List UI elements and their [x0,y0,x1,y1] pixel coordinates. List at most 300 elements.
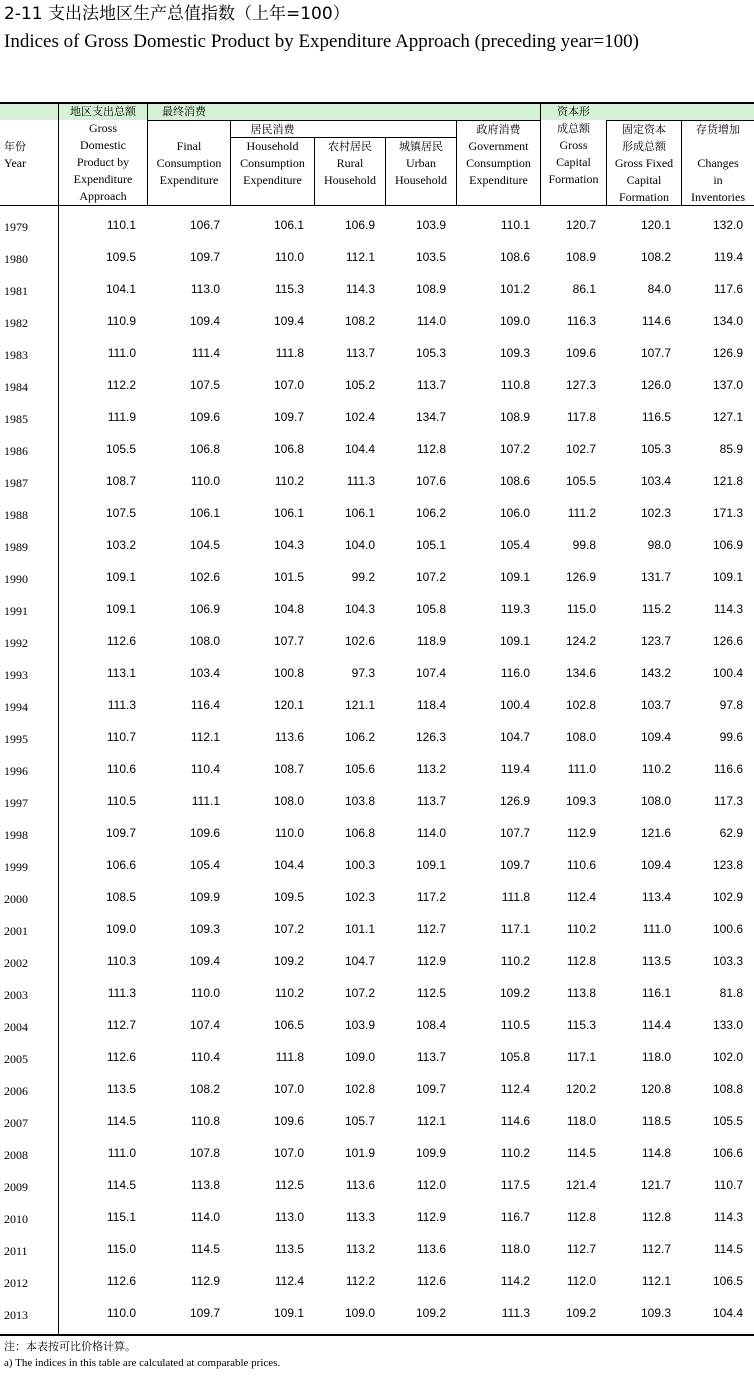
year-cell: 2000 [4,892,28,906]
year-cell: 2002 [4,956,28,970]
final-cell: 110.0 [190,986,220,1000]
gcf-cell: 102.7 [565,442,596,456]
table-row [0,1200,754,1232]
government-cell: 101.2 [499,282,530,296]
table-row [0,1232,754,1264]
gdp-cell: 109.1 [105,602,136,616]
final-cell: 106.7 [189,218,220,232]
rural-cell: 113.3 [345,1210,375,1224]
household-cell: 104.8 [273,602,304,616]
rural-cell: 112.2 [345,1274,375,1288]
table-row [0,496,754,528]
government-cell: 112.4 [500,1082,530,1096]
table-row [0,336,754,368]
year-cell: 1992 [4,636,28,650]
year-cell: 1999 [4,860,28,874]
inventories-cell: 133.0 [712,1018,743,1032]
government-cell: 106.0 [499,506,530,520]
gfcf-cell: 118.5 [641,1114,671,1128]
gcf-cell: 109.2 [565,1306,596,1320]
gfcf-cell: 118.0 [641,1050,671,1064]
household-cell: 109.5 [273,890,304,904]
year-cell: 1989 [4,540,28,554]
year-cell: 2007 [4,1116,28,1130]
rural-cell: 103.9 [344,1018,375,1032]
rural-cell: 104.0 [344,538,375,552]
household-cell: 110.0 [274,250,304,264]
year-cell: 1990 [4,572,28,586]
table-row [0,1008,754,1040]
table-row [0,976,754,1008]
gcf-cell: 134.6 [565,666,596,680]
gfcf-cell: 110.2 [641,762,671,776]
year-cell: 1984 [4,380,28,394]
urban-cell: 112.0 [416,1178,446,1192]
urban-cell: 107.6 [415,474,446,488]
header-final-consumption: Final Consumption Expenditure [156,139,222,187]
gcf-cell: 109.6 [565,346,596,360]
gdp-cell: 111.0 [107,346,136,360]
urban-cell: 112.5 [416,986,446,1000]
gfcf-cell: 105.3 [640,442,671,456]
year-cell: 1981 [4,284,28,298]
table-row [0,944,754,976]
table-row [0,560,754,592]
urban-cell: 114.0 [416,826,446,840]
final-cell: 110.8 [190,1114,220,1128]
gfcf-cell: 108.2 [640,250,671,264]
inventories-cell: 119.4 [713,250,743,264]
header-gross-fixed-capital-formation: 固定资本 形成总额 Gross Fixed Capital Formation [614,123,674,204]
household-cell: 106.5 [273,1018,304,1032]
inventories-cell: 62.9 [719,826,743,840]
government-cell: 114.6 [500,1114,530,1128]
rural-cell: 104.4 [344,442,375,456]
government-cell: 109.1 [499,634,530,648]
final-cell: 112.9 [190,1274,220,1288]
rural-cell: 106.9 [344,218,375,232]
rural-cell: 105.6 [344,762,375,776]
gcf-cell: 120.2 [565,1082,596,1096]
year-cell: 2006 [4,1084,28,1098]
gcf-cell: 108.0 [565,730,596,744]
gdp-cell: 112.6 [106,1050,136,1064]
urban-cell: 109.9 [415,1146,446,1160]
gdp-cell: 115.0 [106,1242,136,1256]
urban-cell: 113.7 [416,794,446,808]
household-cell: 107.2 [273,922,304,936]
rural-cell: 109.0 [344,1306,375,1320]
government-cell: 108.6 [499,474,530,488]
gcf-cell: 112.7 [566,1242,596,1256]
inventories-cell: 117.6 [713,282,743,296]
urban-cell: 112.9 [416,1210,446,1224]
gfcf-cell: 103.7 [640,698,671,712]
gcf-cell: 111.2 [567,506,596,520]
household-cell: 107.0 [273,1146,304,1160]
gcf-cell: 109.3 [565,794,596,808]
urban-cell: 105.1 [415,538,446,552]
household-cell: 108.0 [273,794,304,808]
urban-cell: 107.2 [415,570,446,584]
rural-cell: 99.2 [351,570,375,584]
inventories-cell: 97.8 [719,698,743,712]
inventories-cell: 132.0 [712,218,743,232]
header-final-consumption-cn: 最终消费 [162,105,206,118]
rural-cell: 108.2 [344,314,375,328]
year-cell: 2009 [4,1180,28,1194]
household-cell: 109.7 [273,410,304,424]
year-cell: 1979 [4,220,28,234]
gdp-cell: 106.6 [105,858,136,872]
urban-cell: 112.6 [416,1274,446,1288]
gdp-cell: 103.2 [105,538,136,552]
final-cell: 107.8 [189,1146,220,1160]
government-cell: 119.4 [500,762,530,776]
table-row [0,272,754,304]
year-cell: 1980 [4,252,28,266]
urban-cell: 106.2 [415,506,446,520]
year-cell: 1991 [4,604,28,618]
table-title-chinese: 2-11 支出法地区生产总值指数（上年=100） [4,4,350,24]
final-cell: 102.6 [189,570,220,584]
rural-cell: 102.6 [344,634,375,648]
year-cell: 2005 [4,1052,28,1066]
year-cell: 1997 [4,796,28,810]
household-cell: 107.7 [273,634,304,648]
gcf-cell: 117.8 [566,410,596,424]
final-cell: 104.5 [189,538,220,552]
year-cell: 1985 [4,412,28,426]
table-row [0,1264,754,1296]
inventories-cell: 106.9 [712,538,743,552]
final-cell: 106.8 [189,442,220,456]
inventories-cell: 100.4 [712,666,743,680]
rural-cell: 113.6 [345,1178,375,1192]
gdp-cell: 114.5 [106,1178,136,1192]
table-row [0,688,754,720]
inventories-cell: 85.9 [719,442,743,456]
household-cell: 100.8 [273,666,304,680]
government-cell: 105.4 [499,538,530,552]
gcf-cell: 112.9 [566,826,596,840]
final-cell: 109.9 [189,890,220,904]
header-changes-in-inventories: 存货增加 Changes in Inventories [691,123,745,204]
rural-cell: 104.7 [344,954,375,968]
rural-cell: 101.1 [344,922,375,936]
gdp-cell: 109.5 [105,250,136,264]
household-cell: 106.8 [273,442,304,456]
final-cell: 116.4 [190,698,220,712]
gcf-cell: 112.0 [566,1274,596,1288]
rural-cell: 107.2 [344,986,375,1000]
rural-cell: 106.1 [344,506,375,520]
final-cell: 111.1 [191,794,220,808]
household-cell: 113.5 [274,1242,304,1256]
header-rural: 农村居民 Rural Household [324,140,376,187]
government-cell: 119.3 [500,602,530,616]
urban-cell: 114.0 [416,314,446,328]
year-cell: 1996 [4,764,28,778]
year-cell: 1988 [4,508,28,522]
rural-cell: 113.2 [345,1242,375,1256]
inventories-cell: 116.6 [713,762,743,776]
gdp-cell: 110.9 [106,314,136,328]
urban-cell: 112.1 [416,1114,446,1128]
inventories-cell: 100.6 [712,922,743,936]
gdp-cell: 104.1 [105,282,136,296]
government-cell: 126.9 [499,794,530,808]
note-chinese: 注：本表按可比价格计算。 [4,1340,136,1353]
header-urban: 城镇居民 Urban Household [395,140,447,187]
table-row [0,368,754,400]
gcf-cell: 116.3 [566,314,596,328]
inventories-cell: 114.5 [713,1242,743,1256]
gfcf-cell: 84.0 [647,282,671,296]
household-cell: 112.4 [274,1274,304,1288]
government-cell: 114.2 [500,1274,530,1288]
gcf-cell: 112.4 [566,890,596,904]
gdp-cell: 112.2 [106,378,136,392]
urban-cell: 105.8 [415,602,446,616]
year-cell: 1995 [4,732,28,746]
gfcf-cell: 114.8 [641,1146,671,1160]
gdp-cell: 113.5 [106,1082,136,1096]
government-cell: 109.7 [499,858,530,872]
gfcf-cell: 131.7 [640,570,671,584]
gcf-cell: 115.0 [566,602,596,616]
inventories-cell: 123.8 [712,858,743,872]
urban-cell: 105.3 [415,346,446,360]
final-cell: 110.4 [190,762,220,776]
gcf-cell: 121.4 [565,1178,596,1192]
inventories-cell: 134.0 [712,314,743,328]
inventories-cell: 102.9 [712,890,743,904]
gdp-cell: 112.7 [106,1018,136,1032]
final-cell: 109.7 [189,1306,220,1320]
header-household: 居民消费 Household Consumption Expenditure [240,123,305,187]
gdp-cell: 110.7 [106,730,136,744]
gfcf-cell: 98.0 [647,538,671,552]
gcf-cell: 118.0 [566,1114,596,1128]
rural-cell: 106.2 [344,730,375,744]
gcf-cell: 99.8 [572,538,596,552]
government-cell: 108.9 [499,410,530,424]
government-cell: 107.2 [499,442,530,456]
urban-cell: 109.2 [415,1306,446,1320]
header-gdp: 地区支出总额 Gross Domestic Product by Expenditure Approach [70,105,136,203]
table-row [0,720,754,752]
government-cell: 110.2 [500,1146,530,1160]
table-row [0,208,754,240]
gdp-cell: 110.1 [106,218,136,232]
rural-cell: 106.8 [344,826,375,840]
rural-cell: 102.4 [344,410,375,424]
urban-cell: 107.4 [415,666,446,680]
urban-cell: 112.9 [416,954,446,968]
gcf-cell: 126.9 [565,570,596,584]
urban-cell: 112.8 [416,442,446,456]
table-row [0,304,754,336]
urban-cell: 103.9 [415,218,446,232]
inventories-cell: 117.3 [713,794,743,808]
gfcf-cell: 102.3 [640,506,671,520]
household-cell: 112.5 [274,1178,304,1192]
gcf-cell: 102.8 [565,698,596,712]
final-cell: 113.0 [190,282,220,296]
final-cell: 109.6 [189,410,220,424]
household-cell: 101.5 [273,570,304,584]
government-cell: 108.6 [499,250,530,264]
inventories-cell: 114.3 [713,602,743,616]
government-cell: 100.4 [499,698,530,712]
gdp-cell: 111.0 [107,1146,136,1160]
inventories-cell: 108.8 [712,1082,743,1096]
table-notes [4,1339,744,1371]
note-english: a) The indices in this table are calculated at comparable prices. [4,1357,281,1369]
table-row [0,1296,754,1328]
gfcf-cell: 112.8 [641,1210,671,1224]
year-cell: 2003 [4,988,28,1002]
government-cell: 104.7 [499,730,530,744]
gfcf-cell: 109.3 [640,1306,671,1320]
gdp-cell: 110.0 [106,1306,136,1320]
final-cell: 107.4 [189,1018,220,1032]
household-cell: 110.0 [274,826,304,840]
final-cell: 108.0 [189,634,220,648]
gfcf-cell: 116.1 [641,986,671,1000]
gfcf-cell: 114.4 [641,1018,671,1032]
gdp-cell: 107.5 [105,506,136,520]
final-cell: 111.4 [191,346,220,360]
urban-cell: 113.7 [416,378,446,392]
final-cell: 106.9 [189,602,220,616]
household-cell: 110.2 [274,474,304,488]
year-cell: 1982 [4,316,28,330]
urban-cell: 103.5 [415,250,446,264]
urban-cell: 108.4 [415,1018,446,1032]
gfcf-cell: 121.6 [640,826,671,840]
final-cell: 107.5 [189,378,220,392]
year-cell: 1998 [4,828,28,842]
inventories-cell: 104.4 [712,1306,743,1320]
header-year: 年份 Year [4,140,27,170]
household-cell: 115.3 [274,282,304,296]
household-cell: 111.8 [275,346,304,360]
year-cell: 2013 [4,1308,28,1322]
government-cell: 116.0 [500,666,530,680]
gcf-cell: 120.7 [565,218,596,232]
inventories-cell: 126.9 [712,346,743,360]
gfcf-cell: 113.5 [641,954,671,968]
urban-cell: 113.2 [416,762,446,776]
gfcf-cell: 113.4 [641,890,671,904]
household-cell: 108.7 [273,762,304,776]
final-cell: 108.2 [189,1082,220,1096]
urban-cell: 112.7 [416,922,446,936]
household-cell: 109.2 [273,954,304,968]
rural-cell: 121.1 [344,698,375,712]
household-cell: 109.4 [273,314,304,328]
final-cell: 113.8 [190,1178,220,1192]
year-cell: 1983 [4,348,28,362]
gdp-cell: 109.0 [105,922,136,936]
final-cell: 103.4 [189,666,220,680]
gdp-cell: 112.6 [106,634,136,648]
gcf-cell: 111.0 [567,762,596,776]
gdp-cell: 108.7 [105,474,136,488]
header-government: 政府消费 Government Consumption Expenditure [466,123,531,187]
inventories-cell: 114.3 [713,1210,743,1224]
rural-cell: 102.3 [344,890,375,904]
inventories-cell: 99.6 [719,730,743,744]
year-cell: 2008 [4,1148,28,1162]
gfcf-cell: 143.2 [640,666,671,680]
household-cell: 120.1 [273,698,304,712]
gdp-cell: 111.3 [107,698,136,712]
table-row [0,1040,754,1072]
table-row [0,912,754,944]
gfcf-cell: 120.1 [640,218,671,232]
year-cell: 2001 [4,924,28,938]
gfcf-cell: 114.6 [641,314,671,328]
rural-cell: 103.8 [344,794,375,808]
household-cell: 104.4 [273,858,304,872]
urban-cell: 109.7 [415,1082,446,1096]
government-cell: 116.7 [500,1210,530,1224]
inventories-cell: 127.1 [712,410,743,424]
gdp-cell: 108.5 [105,890,136,904]
rural-cell: 111.3 [346,474,375,488]
gdp-cell: 115.1 [106,1210,136,1224]
table-row [0,528,754,560]
inventories-cell: 106.6 [712,1146,743,1160]
urban-cell: 117.2 [416,890,446,904]
household-cell: 104.3 [273,538,304,552]
government-cell: 110.2 [500,954,530,968]
household-cell: 107.0 [273,1082,304,1096]
gdp-cell: 110.5 [106,794,136,808]
inventories-cell: 81.8 [719,986,743,1000]
government-cell: 111.3 [501,1306,530,1320]
inventories-cell: 102.0 [712,1050,743,1064]
government-cell: 110.1 [500,218,530,232]
inventories-cell: 137.0 [712,378,743,392]
final-cell: 110.0 [190,474,220,488]
table-row [0,624,754,656]
table-row [0,240,754,272]
household-cell: 106.1 [273,218,304,232]
inventories-cell: 109.1 [712,570,743,584]
rural-cell: 114.3 [345,282,375,296]
table-row [0,432,754,464]
household-cell: 110.2 [274,986,304,1000]
gfcf-cell: 115.2 [641,602,671,616]
gcf-cell: 112.8 [566,954,596,968]
final-cell: 109.4 [189,314,220,328]
urban-cell: 113.7 [416,1050,446,1064]
household-cell: 113.0 [274,1210,304,1224]
final-cell: 110.4 [190,1050,220,1064]
gcf-cell: 110.2 [566,922,596,936]
final-cell: 114.0 [190,1210,220,1224]
table-title-english: Indices of Gross Domestic Product by Expenditure Approach (preceding year=100) [4,31,639,52]
rural-cell: 100.3 [344,858,375,872]
government-cell: 111.8 [501,890,530,904]
table-row [0,784,754,816]
government-cell: 109.1 [499,570,530,584]
year-cell: 1987 [4,476,28,490]
